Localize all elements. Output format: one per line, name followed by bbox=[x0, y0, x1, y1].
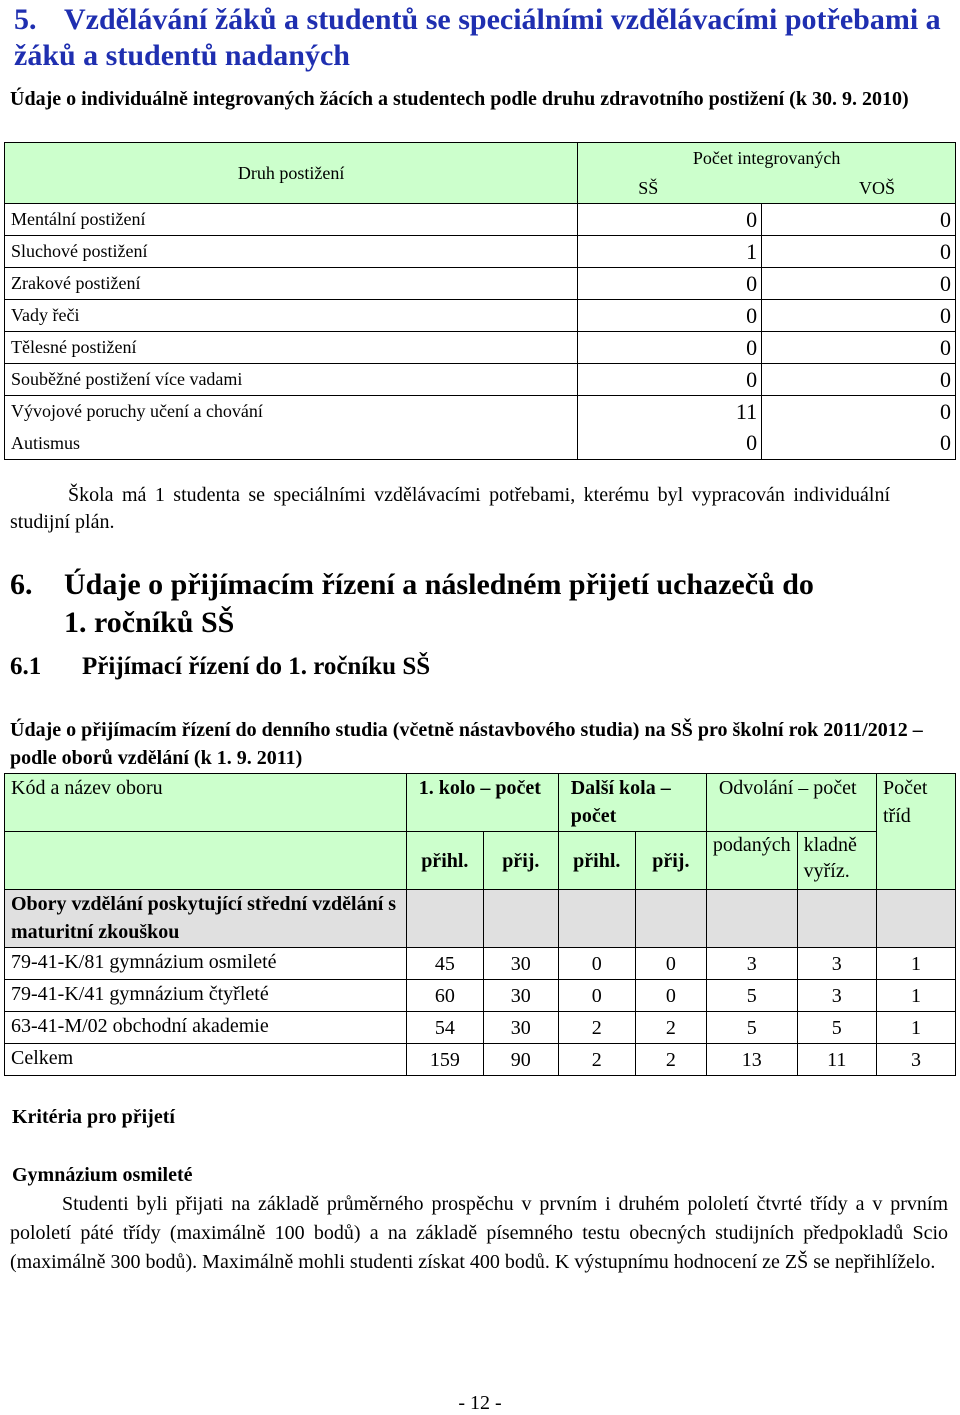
cell-value: 60 bbox=[406, 980, 483, 1012]
criteria-paragraph: Studenti byli přijati na základě průměrného prospěchu v prvním i druhém pololetí čtvrté třídy a v prvním pololetí páté třídy (maximálně 100 bodů) a na základě písemného testu obecných studijních předpokladů Scio (maximálně 300 bodů). Maximálně mohli studenti získat 400 bodů. K výstupnímu hodnocení ze ZŠ se nepřihlíželo. bbox=[10, 1193, 948, 1273]
cell-value: 5 bbox=[706, 980, 797, 1012]
cell-value: 0 bbox=[635, 948, 706, 980]
col-header-type: Druh postižení bbox=[5, 143, 578, 204]
row-label: Mentální postižení bbox=[5, 204, 578, 236]
cell-value: 3 bbox=[797, 980, 876, 1012]
group-row-cell bbox=[797, 890, 876, 948]
special-needs-paragraph: Škola má 1 studenta se speciálními vzdělávacími potřebami, kterému byl vypracován individuální studijní plán. bbox=[10, 484, 890, 533]
field-name: 79-41-K/41 gymnázium čtyřleté bbox=[5, 980, 407, 1012]
field-name: Celkem bbox=[5, 1044, 407, 1076]
row-label: Tělesné postižení bbox=[5, 332, 578, 364]
table-row-total bbox=[5, 1044, 956, 1076]
col-header-prij2: přij. bbox=[635, 832, 706, 890]
cell-vos: 0 bbox=[762, 396, 956, 428]
group-row-label: Obory vzdělání poskytující střední vzdělání s maturitní zkouškou bbox=[5, 890, 407, 948]
table1-caption: Údaje o individuálně integrovaných žácích a studentech podle druhu zdravotního postižení (k 30. 9. 2010) bbox=[10, 88, 909, 110]
cell-value: 3 bbox=[876, 1044, 955, 1076]
section-6-heading bbox=[10, 566, 940, 642]
section-title: Vzdělávání žáků a studentů se speciálními vzdělávacími potřebami a žáků a studentů nadaných bbox=[14, 3, 941, 72]
cell-value: 30 bbox=[483, 980, 558, 1012]
group-row-cell bbox=[635, 890, 706, 948]
group-row-cell bbox=[876, 890, 955, 948]
row-label: Vady řeči bbox=[5, 300, 578, 332]
row-label: Souběžné postižení více vadami bbox=[5, 364, 578, 396]
cell-ss: 0 bbox=[578, 268, 762, 300]
field-name: 63-41-M/02 obchodní akademie bbox=[5, 1012, 407, 1044]
col-header-prihl: přihl. bbox=[406, 832, 483, 890]
cell-value: 0 bbox=[558, 948, 635, 980]
cell-value: 2 bbox=[558, 1044, 635, 1076]
row-label: Autismus bbox=[5, 428, 578, 460]
field-name: 79-41-K/81 gymnázium osmileté bbox=[5, 948, 407, 980]
col-header-filed: podaných bbox=[706, 832, 797, 890]
cell-value: 3 bbox=[706, 948, 797, 980]
table-row bbox=[5, 1012, 956, 1044]
cell-vos: 0 bbox=[762, 300, 956, 332]
cell-ss: 1 bbox=[578, 236, 762, 268]
cell-ss: 0 bbox=[578, 364, 762, 396]
gymnasium-heading: Gymnázium osmileté bbox=[12, 1164, 193, 1186]
cell-value: 159 bbox=[406, 1044, 483, 1076]
cell-value: 5 bbox=[706, 1012, 797, 1044]
section-5-heading bbox=[14, 2, 944, 74]
col-header-further: Další kola – počet bbox=[558, 774, 706, 832]
group-row-cell bbox=[406, 890, 483, 948]
integration-table bbox=[4, 142, 956, 460]
cell-value: 30 bbox=[483, 1012, 558, 1044]
cell-value: 1 bbox=[876, 980, 955, 1012]
section-number: 6. bbox=[10, 568, 33, 601]
group-row-cell bbox=[558, 890, 635, 948]
col-header-prihl2: přihl. bbox=[558, 832, 635, 890]
section-title: Přijímací řízení do 1. ročníku SŠ bbox=[82, 653, 431, 680]
cell-vos: 0 bbox=[762, 268, 956, 300]
header-blank bbox=[5, 832, 407, 890]
cell-vos: 0 bbox=[762, 364, 956, 396]
table-row bbox=[5, 948, 956, 980]
cell-ss: 0 bbox=[578, 204, 762, 236]
section-title-line2: 1. ročníků SŠ bbox=[64, 606, 235, 639]
cell-value: 1 bbox=[876, 1012, 955, 1044]
col-header-prij: přij. bbox=[483, 832, 558, 890]
cell-value: 2 bbox=[635, 1012, 706, 1044]
section-number: 6.1 bbox=[10, 653, 42, 680]
col-header-vos: VOŠ bbox=[762, 173, 956, 204]
cell-ss: 0 bbox=[578, 428, 762, 460]
col-header-round1: 1. kolo – počet bbox=[406, 774, 558, 832]
cell-vos: 0 bbox=[762, 236, 956, 268]
page-number: - 12 - bbox=[458, 1392, 502, 1414]
cell-value: 11 bbox=[797, 1044, 876, 1076]
row-label: Vývojové poruchy učení a chování bbox=[5, 396, 578, 428]
cell-ss: 0 bbox=[578, 300, 762, 332]
col-header-ss: SŠ bbox=[578, 173, 762, 204]
cell-value: 0 bbox=[635, 980, 706, 1012]
cell-value: 3 bbox=[797, 948, 876, 980]
row-label: Zrakové postižení bbox=[5, 268, 578, 300]
cell-ss: 0 bbox=[578, 332, 762, 364]
cell-vos: 0 bbox=[762, 204, 956, 236]
cell-value: 1 bbox=[876, 948, 955, 980]
col-header-group: Počet integrovaných bbox=[578, 143, 956, 174]
cell-value: 45 bbox=[406, 948, 483, 980]
cell-value: 54 bbox=[406, 1012, 483, 1044]
cell-vos: 0 bbox=[762, 332, 956, 364]
row-label: Sluchové postižení bbox=[5, 236, 578, 268]
cell-value: 13 bbox=[706, 1044, 797, 1076]
cell-value: 2 bbox=[635, 1044, 706, 1076]
section-title-line1: Údaje o přijímacím řízení a následném přijetí uchazečů do bbox=[64, 568, 814, 601]
criteria-heading: Kritéria pro přijetí bbox=[12, 1106, 175, 1128]
cell-value: 0 bbox=[558, 980, 635, 1012]
cell-value: 30 bbox=[483, 948, 558, 980]
cell-vos: 0 bbox=[762, 428, 956, 460]
table2-caption: Údaje o přijímacím řízení do denního studia (včetně nástavbového studia) na SŠ pro školní rok 2011/2012 – podle oborů vzdělání (k 1. 9. 2011) bbox=[10, 719, 923, 769]
cell-ss: 11 bbox=[578, 396, 762, 428]
col-header-code: Kód a název oboru bbox=[5, 774, 407, 832]
group-row-cell bbox=[483, 890, 558, 948]
section-number: 5. bbox=[14, 3, 37, 36]
col-header-positive: kladně vyříz. bbox=[797, 832, 876, 890]
col-header-appeal: Odvolání – počet bbox=[706, 774, 876, 832]
group-row-cell bbox=[706, 890, 797, 948]
cell-value: 2 bbox=[558, 1012, 635, 1044]
section-6-1-heading bbox=[10, 653, 430, 681]
col-header-classes: Počet tříd bbox=[876, 774, 955, 890]
cell-value: 5 bbox=[797, 1012, 876, 1044]
cell-value: 90 bbox=[483, 1044, 558, 1076]
table-row bbox=[5, 980, 956, 1012]
admissions-table bbox=[4, 773, 956, 1076]
